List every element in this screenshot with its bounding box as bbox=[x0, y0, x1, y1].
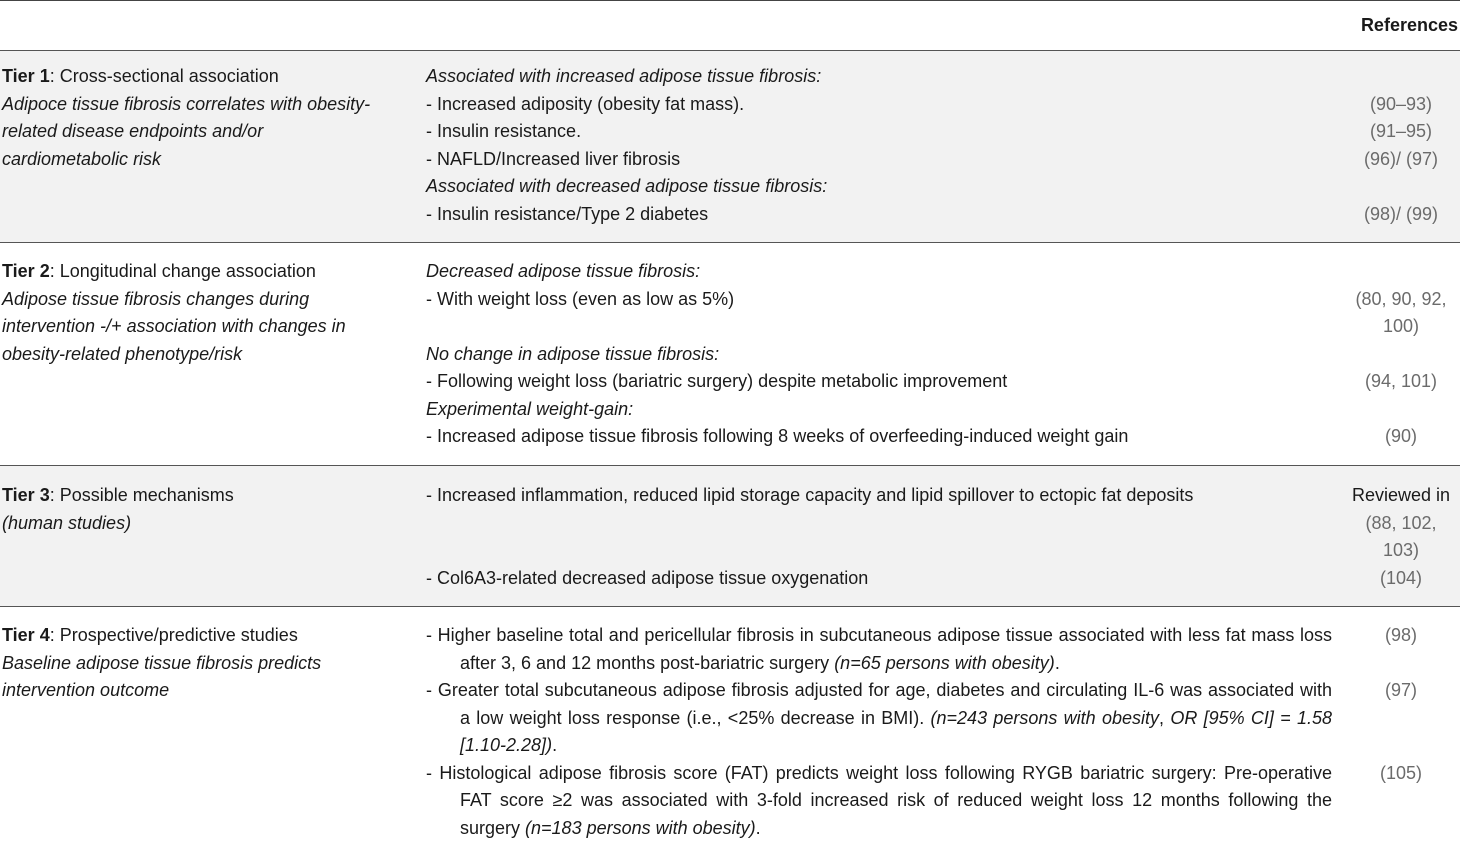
tier2-reference[interactable]: 100) bbox=[1344, 313, 1458, 341]
tier1-finding: - NAFLD/Increased liver fibrosis bbox=[426, 146, 1336, 174]
tier3-row bbox=[0, 466, 1460, 606]
tier3-reference[interactable]: (104) bbox=[1344, 565, 1458, 593]
tier2-findings bbox=[426, 258, 1336, 451]
tier2-reference[interactable] bbox=[1344, 396, 1458, 424]
tier1-finding: - Insulin resistance/Type 2 diabetes bbox=[426, 201, 1336, 229]
tier2-finding: - Following weight loss (bariatric surgery) despite metabolic improvement bbox=[426, 368, 1336, 396]
tier1-subtitle-line: Adipoce tissue fibrosis correlates with obesity- bbox=[2, 91, 412, 119]
tier4-finding-end: . bbox=[1055, 653, 1060, 673]
tier3-finding: - Increased inflammation, reduced lipid storage capacity and lipid spillover to ectopic fat deposits bbox=[426, 482, 1336, 510]
tier2-title-bold: Tier 2 bbox=[2, 261, 50, 281]
tier4-label bbox=[2, 622, 412, 705]
tier4-findings bbox=[426, 622, 1332, 842]
tier4-finding-odds: OR [95% CI] = 1.58 [1.10-2.28]) bbox=[460, 708, 1332, 756]
tier4-row bbox=[0, 607, 1460, 840]
references-column-header: References bbox=[1361, 12, 1458, 40]
tier1-title-rest: : Cross-sectional association bbox=[50, 66, 279, 86]
tier2-subtitle-line: Adipose tissue fibrosis changes during bbox=[2, 286, 412, 314]
tier3-reviewed-label: Reviewed in bbox=[1344, 482, 1458, 510]
tier2-reference[interactable] bbox=[1344, 341, 1458, 369]
tier4-title-bold: Tier 4 bbox=[2, 625, 50, 645]
tier2-finding: - Increased adipose tissue fibrosis following 8 weeks of overfeeding-induced weight gain bbox=[426, 423, 1336, 451]
tier3-references bbox=[1344, 482, 1458, 592]
tier2-finding: No change in adipose tissue fibrosis: bbox=[426, 341, 1336, 369]
tier4-finding-sep: , bbox=[1159, 708, 1170, 728]
tier3-subtitle-line: (human studies) bbox=[2, 510, 412, 538]
tier3-title-bold: Tier 3 bbox=[2, 485, 50, 505]
tier2-label bbox=[2, 258, 412, 368]
tier4-finding-cohort: (n=243 persons with obesity bbox=[931, 708, 1159, 728]
tier4-finding-text: - Histological adipose fibrosis score (FAT) predicts weight loss following RYGB bariatric surgery: Pre-operative FAT score ≥2 was associated with 3-fold increased risk of reduced weight loss 12 months following the surgery bbox=[426, 763, 1332, 838]
tier1-reference[interactable]: (91–95) bbox=[1344, 118, 1458, 146]
tier3-finding: - Col6A3-related decreased adipose tissue oxygenation bbox=[426, 565, 1336, 593]
tier3-title-rest: : Possible mechanisms bbox=[50, 485, 234, 505]
tier1-finding: - Insulin resistance. bbox=[426, 118, 1336, 146]
tier4-references bbox=[1344, 622, 1458, 787]
tier2-references bbox=[1344, 258, 1458, 451]
tier4-finding-text: - Higher baseline total and pericellular fibrosis in subcutaneous adipose tissue associated with less fat mass loss after 3, 6 and 12 months post-bariatric surgery bbox=[426, 625, 1332, 673]
tier4-subtitle-line: intervention outcome bbox=[2, 677, 412, 705]
table-header bbox=[0, 12, 1460, 42]
tier1-subtitle-line: cardiometabolic risk bbox=[2, 146, 412, 174]
table-top-rule bbox=[0, 0, 1460, 1]
tier1-reference[interactable]: (98)/ (99) bbox=[1344, 201, 1458, 229]
tier1-finding: - Increased adiposity (obesity fat mass). bbox=[426, 91, 1336, 119]
tier4-finding-cohort: (n=65 persons with obesity) bbox=[834, 653, 1055, 673]
tier1-reference[interactable]: (90–93) bbox=[1344, 91, 1458, 119]
tier4-reference[interactable]: (98) bbox=[1344, 622, 1458, 650]
tier1-title-bold: Tier 1 bbox=[2, 66, 50, 86]
tier2-reference[interactable] bbox=[1344, 258, 1458, 286]
tier2-finding: - With weight loss (even as low as 5%) bbox=[426, 286, 1336, 314]
tier4-finding-cohort: (n=183 persons with obesity) bbox=[525, 818, 756, 838]
tier1-label bbox=[2, 63, 412, 173]
tier1-references bbox=[1344, 63, 1458, 228]
tier4-title-rest: : Prospective/predictive studies bbox=[50, 625, 298, 645]
tier1-finding: Associated with decreased adipose tissue fibrosis: bbox=[426, 173, 1336, 201]
tier4-finding-end: . bbox=[756, 818, 761, 838]
tier3-findings bbox=[426, 482, 1336, 592]
tier1-reference[interactable] bbox=[1344, 63, 1458, 91]
tier2-finding bbox=[426, 313, 1336, 341]
tier2-finding: Decreased adipose tissue fibrosis: bbox=[426, 258, 1336, 286]
tier3-reference[interactable]: 103) bbox=[1344, 537, 1458, 565]
tier1-row bbox=[0, 51, 1460, 242]
tier1-reference[interactable] bbox=[1344, 173, 1458, 201]
tier2-subtitle-line: obesity-related phenotype/risk bbox=[2, 341, 412, 369]
tier4-subtitle-line: Baseline adipose tissue fibrosis predicts bbox=[2, 650, 412, 678]
tier2-reference[interactable]: (94, 101) bbox=[1344, 368, 1458, 396]
tier1-findings bbox=[426, 63, 1336, 228]
tier2-title-rest: : Longitudinal change association bbox=[50, 261, 316, 281]
tier2-subtitle-line: intervention -/+ association with changes in bbox=[2, 313, 412, 341]
tier4-reference[interactable]: (105) bbox=[1344, 760, 1458, 788]
tier4-finding bbox=[426, 677, 1332, 760]
tier2-finding: Experimental weight-gain: bbox=[426, 396, 1336, 424]
tier2-row bbox=[0, 243, 1460, 465]
tier4-finding-end: . bbox=[552, 735, 557, 755]
tier1-subtitle-line: related disease endpoints and/or bbox=[2, 118, 412, 146]
tier3-reference[interactable]: (88, 102, bbox=[1344, 510, 1458, 538]
tier4-reference[interactable]: (97) bbox=[1344, 677, 1458, 705]
tier2-reference[interactable]: (90) bbox=[1344, 423, 1458, 451]
tier2-reference[interactable]: (80, 90, 92, bbox=[1344, 286, 1458, 314]
tier1-reference[interactable]: (96)/ (97) bbox=[1344, 146, 1458, 174]
tier4-finding bbox=[426, 622, 1332, 677]
tier4-finding-text: - Greater total subcutaneous adipose fibrosis adjusted for age, diabetes and circulating IL-6 was associated with a low weight loss response (i.e., <25% decrease in BMI). bbox=[426, 680, 1332, 728]
tier1-finding: Associated with increased adipose tissue fibrosis: bbox=[426, 63, 1336, 91]
tier4-finding bbox=[426, 760, 1332, 842]
tier3-label bbox=[2, 482, 412, 537]
